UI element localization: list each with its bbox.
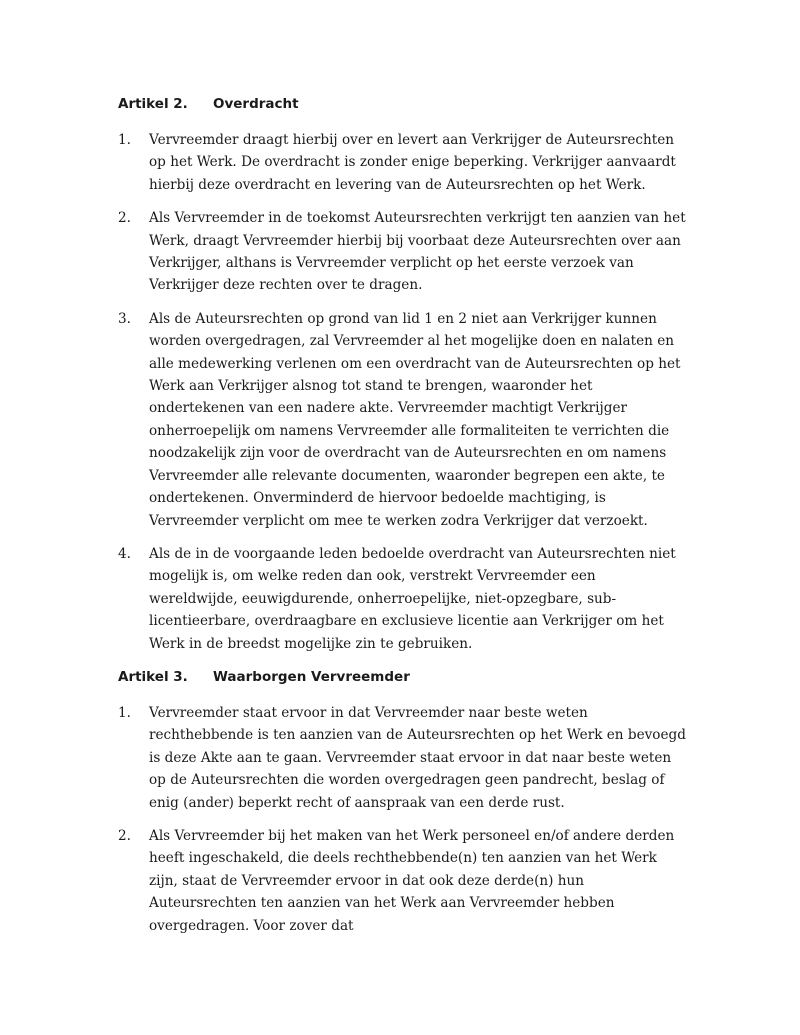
list-item [118, 308, 688, 532]
article-2-heading [118, 96, 299, 112]
article-3-heading [118, 669, 410, 685]
list-item-number: 4. [118, 545, 131, 562]
list-item-number: 2. [118, 210, 131, 227]
article-title: Overdracht [213, 96, 299, 112]
article-number: Artikel 3. [118, 669, 188, 685]
list-item-number: 2. [118, 828, 131, 845]
list-item-number: 1. [118, 132, 131, 148]
article-number: Artikel 2. [118, 96, 188, 112]
list-item-text: Als Vervreemder bij het maken van het Werk personeel en/of andere derden heeft ingeschakeld, die deels rechthebbende(n) ten aanzien van het Werk zijn, staat de Vervreemder ervoor in dat ook deze derde(n) hun Auteursrechten ten aanzien van het Werk aan Vervreemder hebben overgedragen. Voor zover dat [149, 828, 675, 934]
list-item [118, 207, 688, 297]
list-item-number: 1. [118, 705, 131, 721]
article-2-list [118, 129, 688, 666]
list-item [118, 825, 688, 937]
list-item-number: 3. [118, 310, 131, 327]
list-item-text: Als de in de voorgaande leden bedoelde overdracht van Auteursrechten niet mogelijk is, om welke reden dan ook, verstrekt Vervreemder een wereldwijde, eeuwigdurende, onherroepelijke, niet-opzegbare, sub-licentieerbare, overdraagbare en exclusieve licentie aan Verkrijger om het Werk in de breedst mogelijke zin te gebruiken. [149, 545, 676, 652]
article-3-list [118, 702, 688, 948]
list-item-text: Vervreemder draagt hierbij over en levert aan Verkrijger de Auteursrechten op het Werk. De overdracht is zonder enige beperking. Verkrijger aanvaardt hierbij deze overdracht en levering van de Auteursrechten op het Werk. [149, 132, 676, 193]
list-item [118, 543, 688, 655]
list-item [118, 129, 688, 196]
list-item [118, 702, 688, 814]
list-item-text: Als Vervreemder in de toekomst Auteursrechten verkrijgt ten aanzien van het Werk, draagt Vervreemder hierbij bij voorbaat deze Auteursrechten over aan Verkrijger, althans is Vervreemder verplicht op het eerste verzoek van Verkrijger deze rechten over te dragen. [149, 210, 686, 294]
list-item-text: Vervreemder staat ervoor in dat Vervreemder naar beste weten rechthebbende is ten aanzien van de Auteursrechten op het Werk en bevoegd is deze Akte aan te gaan. Vervreemder staat ervoor in dat naar beste weten op de Auteursrechten die worden overgedragen geen pandrecht, beslag of enig (ander) beperkt recht of aanspraak van een derde rust. [149, 705, 686, 811]
article-title: Waarborgen Vervreemder [213, 669, 410, 685]
list-item-text: Als de Auteursrechten op grond van lid 1 en 2 niet aan Verkrijger kunnen worden overgedragen, zal Vervreemder al het mogelijke doen en nalaten en alle medewerking verlenen om een overdracht van de Auteursrechten op het Werk aan Verkrijger alsnog tot stand te brengen, waaronder het ondertekenen van een nadere akte. Vervreemder machtigt Verkrijger onherroepelijk om namens Vervreemder alle formaliteiten te verrichten die noodzakelijk zijn voor de overdracht van de Auteursrechten en om namens Vervreemder alle relevante documenten, waaronder begrepen een akte, te ondertekenen. Onverminderd de hiervoor bedoelde machtiging, is Vervreemder verplicht om mee te werken zodra Verkrijger dat verzoekt. [149, 310, 681, 529]
